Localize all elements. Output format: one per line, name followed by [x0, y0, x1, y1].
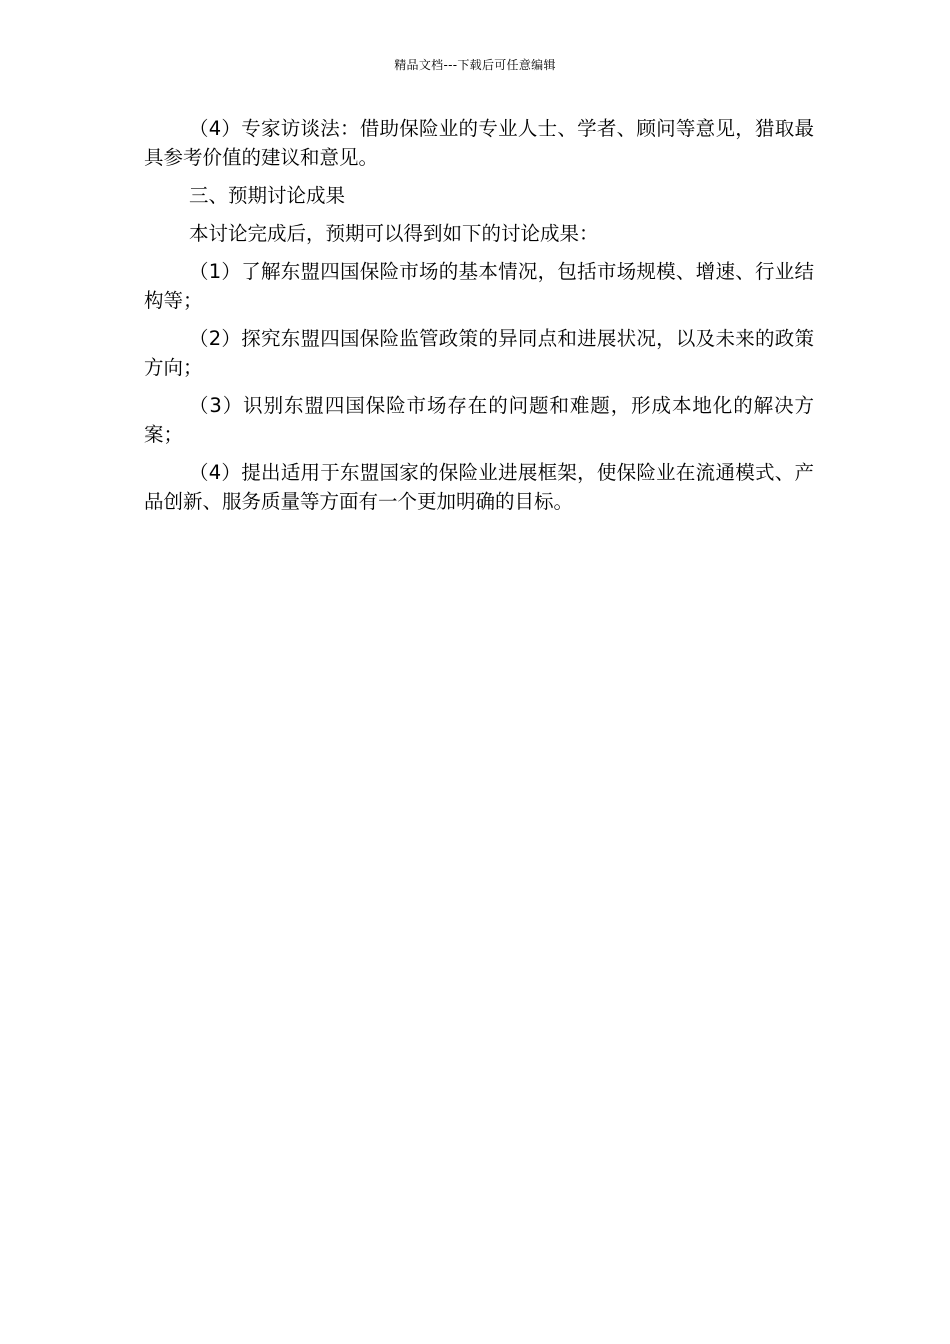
document-body [144, 114, 814, 525]
paragraph-result-1: （1）了解东盟四国保险市场的基本情况，包括市场规模、增速、行业结构等； [144, 260, 814, 312]
paragraph-result-3: （3）识别东盟四国保险市场存在的问题和难题，形成本地化的解决方案； [144, 394, 814, 446]
paragraph-results-intro: 本讨论完成后，预期可以得到如下的讨论成果： [189, 222, 599, 245]
page-header: 精品文档---下载后可任意编辑 [394, 58, 556, 72]
paragraph-result-2: （2）探究东盟四国保险监管政策的异同点和进展状况，以及未来的政策方向； [144, 327, 814, 379]
section-heading-expected-results: 三、预期讨论成果 [189, 184, 346, 207]
paragraph-expert-interview: （4）专家访谈法：借助保险业的专业人士、学者、顾问等意见，猎取最具参考价值的建议和意见。 [144, 117, 814, 169]
paragraph-result-4: （4）提出适用于东盟国家的保险业进展框架，使保险业在流通模式、产品创新、服务质量等方面有一个更加明确的目标。 [144, 461, 814, 513]
